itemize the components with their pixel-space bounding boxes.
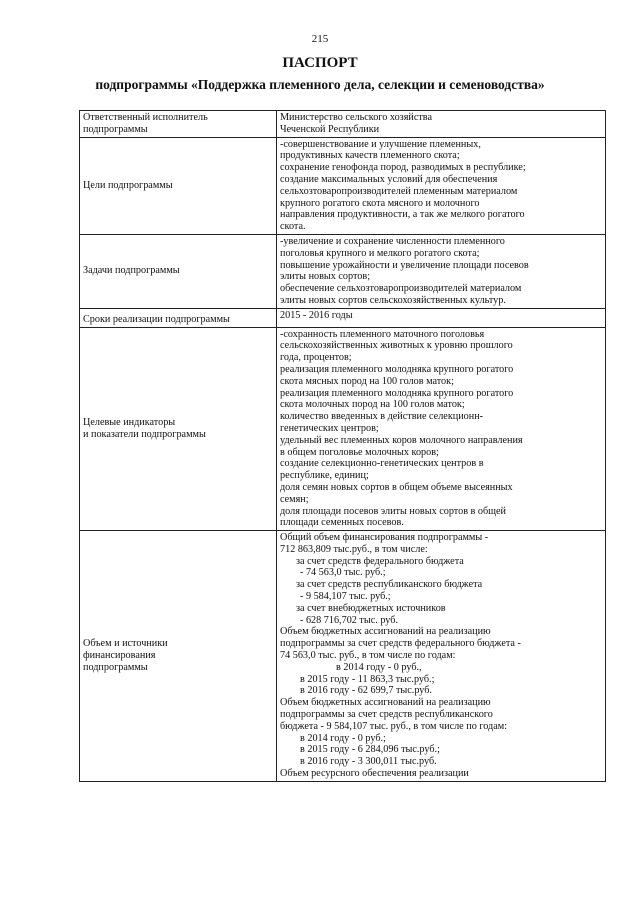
value-line: сохранение генофонда пород, разводимых в республике; <box>280 162 526 174</box>
table-row-funding <box>80 531 606 782</box>
value-line: повышение урожайности и увеличение площади посевов <box>280 259 529 271</box>
label-cell <box>80 308 277 327</box>
label-line: финансирования <box>83 650 156 662</box>
value-line: реализация племенного молодняка крупного рогатого <box>280 387 514 399</box>
value-line: создание максимальных условий для обеспечения <box>280 173 498 185</box>
value-line: 74 563,0 тыс. руб., в том числе по годам: <box>280 650 456 662</box>
value-line: доля площади посевов элиты новых сортов в общей <box>280 505 506 517</box>
value-line: создание селекционно-генетических центров в <box>280 458 484 470</box>
value-line: - 628 716,702 тыс. руб. <box>300 614 398 626</box>
value-line: Объем ресурсного обеспечения реализации <box>280 768 469 780</box>
value-line: крупного рогатого скота мясного и молочного <box>280 197 480 209</box>
value-line: скота молочных пород на 100 голов маток; <box>280 399 465 411</box>
value-line: 2015 - 2016 годы <box>280 309 353 321</box>
value-line: в 2014 году - 0 руб., <box>336 661 422 673</box>
value-line: за счет внебюджетных источников <box>296 602 446 614</box>
value-line: Объем бюджетных ассигнований на реализацию <box>280 697 491 709</box>
value-line: площади семенных посевов. <box>280 517 404 529</box>
value-line: в 2016 году - 3 300,011 тыс.руб. <box>300 756 437 768</box>
value-line: - 74 563,0 тыс. руб.; <box>300 567 386 579</box>
label-line: Сроки реализации подпрограммы <box>83 313 230 325</box>
value-line: скота мясных пород на 100 голов маток; <box>280 375 454 387</box>
value-line: в 2014 году - 0 руб.; <box>300 732 386 744</box>
table-row-indicators <box>80 327 606 531</box>
value-line: в 2016 году - 62 699,7 тыс.руб. <box>300 685 432 697</box>
value-line: продуктивных качеств племенного скота; <box>280 150 460 162</box>
value-line: направления продуктивности, а так же мелкого рогатого <box>280 209 525 221</box>
value-line: -сохранность племенного маточного поголовья <box>280 328 485 340</box>
table-row-goals <box>80 137 606 234</box>
label-line: Ответственный исполнитель <box>83 112 208 123</box>
label-line: Объем и источники <box>83 638 168 650</box>
value-line: обеспечение сельхозтоваропроизводителей материалом <box>280 283 522 295</box>
label-line: подпрограммы <box>83 123 148 135</box>
label-cell <box>80 234 277 308</box>
value-line: Общий объем финансирования подпрограммы - <box>280 532 489 544</box>
value-cell <box>277 531 606 782</box>
passport-table <box>79 110 606 782</box>
table-row-tasks <box>80 234 606 308</box>
value-line: реализация племенного молодняка крупного рогатого <box>280 363 514 375</box>
value-line: удельный вес племенных коров молочного направления <box>280 434 523 446</box>
value-line: элиты новых сортов; <box>280 271 371 283</box>
value-line: за счет средств республиканского бюджета <box>296 579 483 591</box>
table-row-terms <box>80 308 606 327</box>
value-line: подпрограммы за счет средств федерального бюджета - <box>280 638 521 650</box>
value-line: элиты новых сортов сельскохозяйственных культур. <box>280 294 506 306</box>
value-line: сельскохозяйственных животных к уровню прошлого <box>280 340 513 352</box>
label-line: и показатели подпрограммы <box>83 428 206 440</box>
value-line: республике, единиц; <box>280 470 369 482</box>
value-line: генетических центров; <box>280 422 379 434</box>
value-line: поголовья крупного и мелкого рогатого скота; <box>280 247 480 259</box>
value-cell <box>277 137 606 234</box>
value-line: доля семян новых сортов в общем объеме высеянных <box>280 481 513 493</box>
value-cell <box>277 234 606 308</box>
value-line: года, процентов; <box>280 352 352 364</box>
document-title: ПАСПОРТ <box>282 55 358 71</box>
value-line: за счет средств федерального бюджета <box>296 555 464 567</box>
value-line: в 2015 году - 11 863,3 тыс.руб.; <box>300 673 435 685</box>
label-line: Задачи подпрограммы <box>83 265 180 277</box>
value-line: бюджета - 9 584,107 тыс. руб., в том числе по годам: <box>280 720 508 732</box>
value-line: Министерство сельского хозяйства <box>280 112 433 123</box>
value-line: в 2015 году - 6 284,096 тыс.руб.; <box>300 744 440 756</box>
value-line: Объем бюджетных ассигнований на реализацию <box>280 626 491 638</box>
value-line: Чеченской Республики <box>280 123 380 135</box>
label-line: подпрограммы <box>83 661 148 673</box>
value-line: скота. <box>280 221 306 233</box>
document-subtitle: подпрограммы «Поддержка племенного дела, селекции и семеноводства» <box>95 77 545 92</box>
label-cell <box>80 137 277 234</box>
value-cell <box>277 308 606 327</box>
value-line: в общем поголовье молочных коров; <box>280 446 439 458</box>
value-cell <box>277 327 606 531</box>
value-cell <box>277 111 606 138</box>
label-cell <box>80 327 277 531</box>
label-cell <box>80 531 277 782</box>
table-row-executor <box>80 111 606 138</box>
value-line: -увеличение и сохранение численности племенного <box>280 235 505 247</box>
value-line: семян; <box>280 493 309 505</box>
value-line: подпрограммы за счет средств республиканского <box>280 709 493 721</box>
value-line: количество введенных в действие селекционн- <box>280 411 484 423</box>
label-line: Цели подпрограммы <box>83 179 173 191</box>
page-number: 215 <box>311 33 329 45</box>
value-line: - 9 584,107 тыс. руб.; <box>300 591 391 603</box>
value-line: 712 863,809 тыс.руб., в том числе: <box>280 543 428 555</box>
value-line: -совершенствование и улучшение племенных, <box>280 138 481 150</box>
value-line: сельхозтоваропроизводителей племенным материалом <box>280 185 518 197</box>
label-line: Целевые индикаторы <box>83 417 176 429</box>
label-cell <box>80 111 277 138</box>
